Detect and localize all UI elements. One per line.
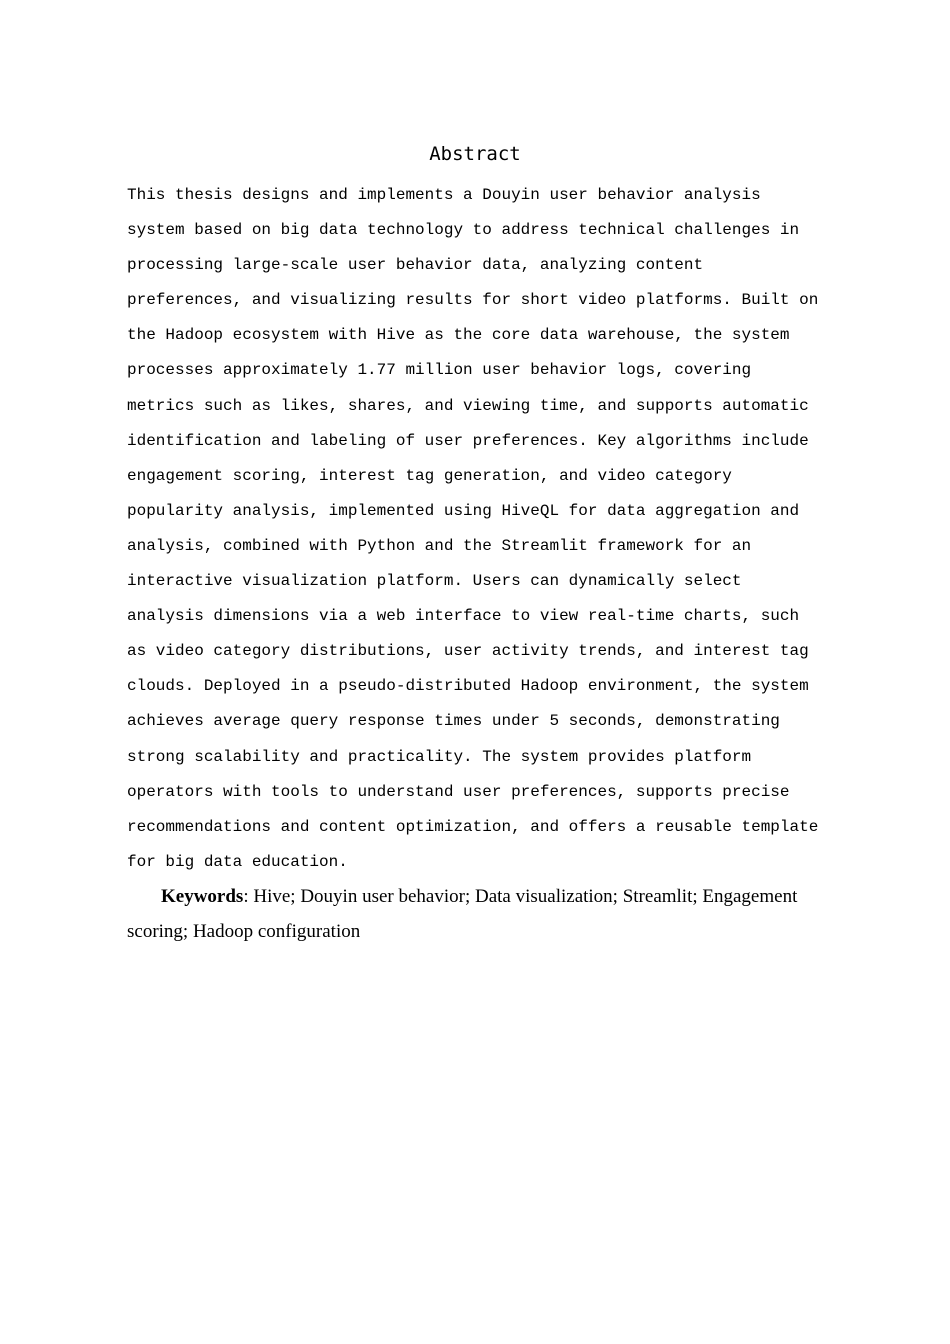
- keywords-text: Hive; Douyin user behavior; Data visualization; Streamlit; Engagement scoring; Hadoop configuration: [127, 886, 798, 942]
- keywords-line: [127, 879, 827, 949]
- abstract-heading: Abstract: [429, 143, 521, 165]
- keywords-label: Keywords: [161, 886, 244, 907]
- keywords-separator: :: [243, 886, 254, 907]
- abstract-paragraph: This thesis designs and implements a Douyin user behavior analysis system based on big data technology to address technical challenges in processing large-scale user behavior data, analyzing content preferences, and visualizing results for short video platforms. Built on the Hadoop ecosystem with Hive as the core data warehouse, the system processes approximately 1.77 million user behavior logs, covering metrics such as likes, shares, and viewing time, and supports automatic identification and labeling of user preferences. Key algorithms include engagement scoring, interest tag generation, and video category popularity analysis, implemented using HiveQL for data aggregation and analysis, combined with Python and the Streamlit framework for an interactive visualization platform. Users can dynamically select analysis dimensions via a web interface to view real-time charts, such as video category distributions, user activity trends, and interest tag clouds. Deployed in a pseudo-distributed Hadoop environment, the system achieves average query response times under 5 seconds, demonstrating strong scalability and practicality. The system provides platform operators with tools to understand user preferences, supports precise recommendations and content optimization, and offers a reusable template for big data education.: [127, 186, 819, 871]
